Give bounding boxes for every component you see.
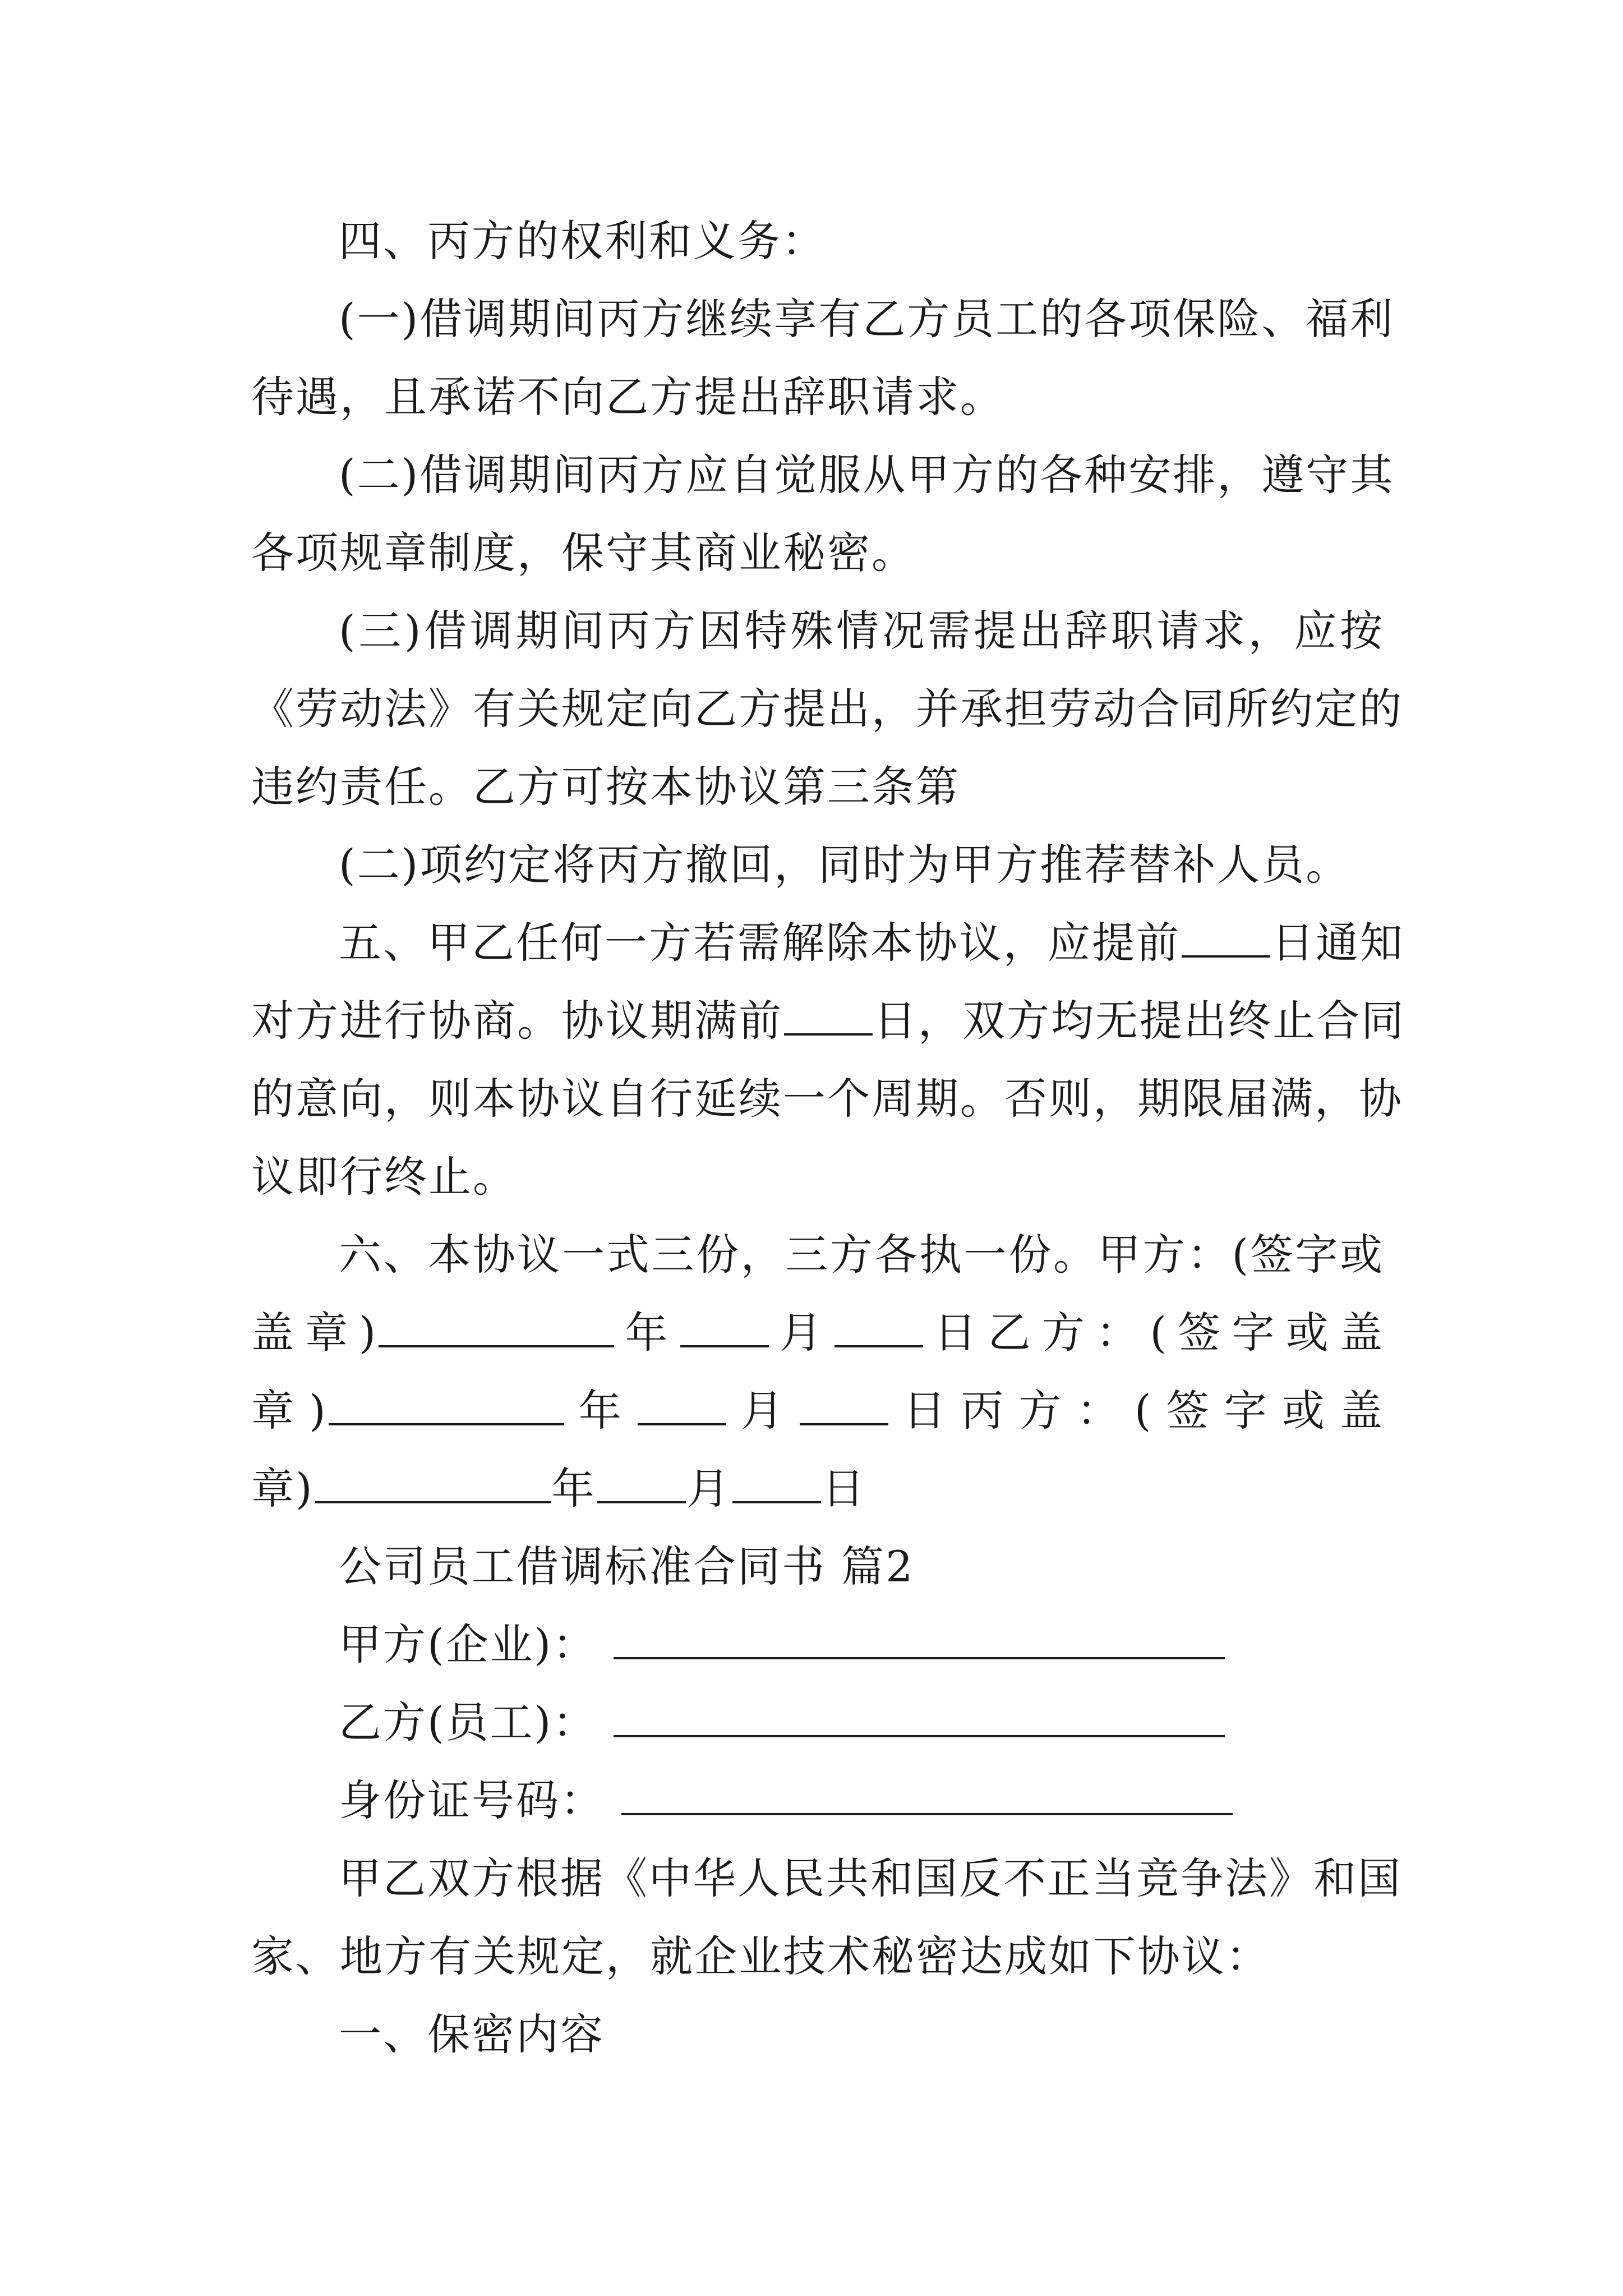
year-blank: [680, 1306, 769, 1347]
paragraph-line: 待遇，且承诺不向乙方提出辞职请求。: [251, 372, 1004, 422]
party-b-blank: [614, 1696, 1225, 1737]
month-blank: [800, 1384, 888, 1425]
paragraph-line: 五、甲乙任何一方若需解除本协议，应提前 日通知: [251, 904, 1384, 982]
paragraph-line: 《劳动法》有关规定向乙方提出，并承担劳动合同所约定的: [251, 684, 1403, 734]
contract-title-part-2: 公司员工借调标准合同书 篇2: [339, 1542, 915, 1591]
year-blank: [638, 1384, 726, 1425]
paragraph-line: 的意向，则本协议自行延续一个周期。否则，期限届满，协: [251, 1074, 1403, 1124]
paragraph-line: (二)借调期间丙方应自觉服从甲方的各种安排，遵守其: [339, 450, 1395, 500]
month-blank: [732, 1462, 821, 1503]
section-heading-1: 一、保密内容: [339, 2009, 605, 2059]
signature-line-party-b: 章) 年 月 日丙方：(签字或盖: [251, 1372, 1384, 1450]
month-blank: [834, 1306, 923, 1347]
section-heading-4: 四、丙方的权利和义务：: [339, 216, 826, 266]
signature-blank: [379, 1306, 614, 1347]
paragraph-line: 甲乙双方根据《中华人民共和国反不正当竞争法》和国: [339, 1853, 1402, 1903]
paragraph-line: 家、地方有关规定，就企业技术秘密达成如下协议：: [251, 1931, 1270, 1981]
paragraph-line: (三)借调期间丙方因特殊情况需提出辞职请求，应按: [339, 606, 1384, 656]
paragraph-line: 违约责任。乙方可按本协议第三条第: [251, 762, 960, 812]
paragraph-line: (二)项约定将丙方撤回，同时为甲方推荐替补人员。: [339, 840, 1350, 890]
paragraph-line: 议即行终止。: [251, 1152, 517, 1202]
fill-blank: [1182, 916, 1270, 958]
signature-line-party-a: 盖章) 年 月 日乙方：(签字或盖: [251, 1294, 1384, 1372]
paragraph-line: 对方进行协商。协议期满前 日，双方均无提出终止合同: [251, 982, 1384, 1060]
signature-line-party-c: 章) 年 月 日: [251, 1450, 1384, 1527]
document-page: [251, 202, 1405, 2073]
party-a-blank: [614, 1618, 1225, 1659]
paragraph-line: 各项规章制度，保守其商业秘密。: [251, 528, 916, 578]
fill-blank: [784, 994, 873, 1036]
id-number-blank: [621, 1774, 1233, 1815]
signature-blank: [315, 1462, 551, 1503]
year-blank: [597, 1462, 686, 1503]
paragraph-line: (一)借调期间丙方继续享有乙方员工的各项保险、福利: [339, 294, 1395, 344]
party-a-field: 甲方(企业)：: [251, 1605, 1384, 1683]
id-number-field: 身份证号码：: [251, 1761, 1384, 1839]
signature-blank: [329, 1384, 564, 1425]
section-heading-6: 六、本协议一式三份，三方各执一份。甲方：(签字或: [339, 1230, 1384, 1280]
party-b-field: 乙方(员工)：: [251, 1683, 1384, 1761]
